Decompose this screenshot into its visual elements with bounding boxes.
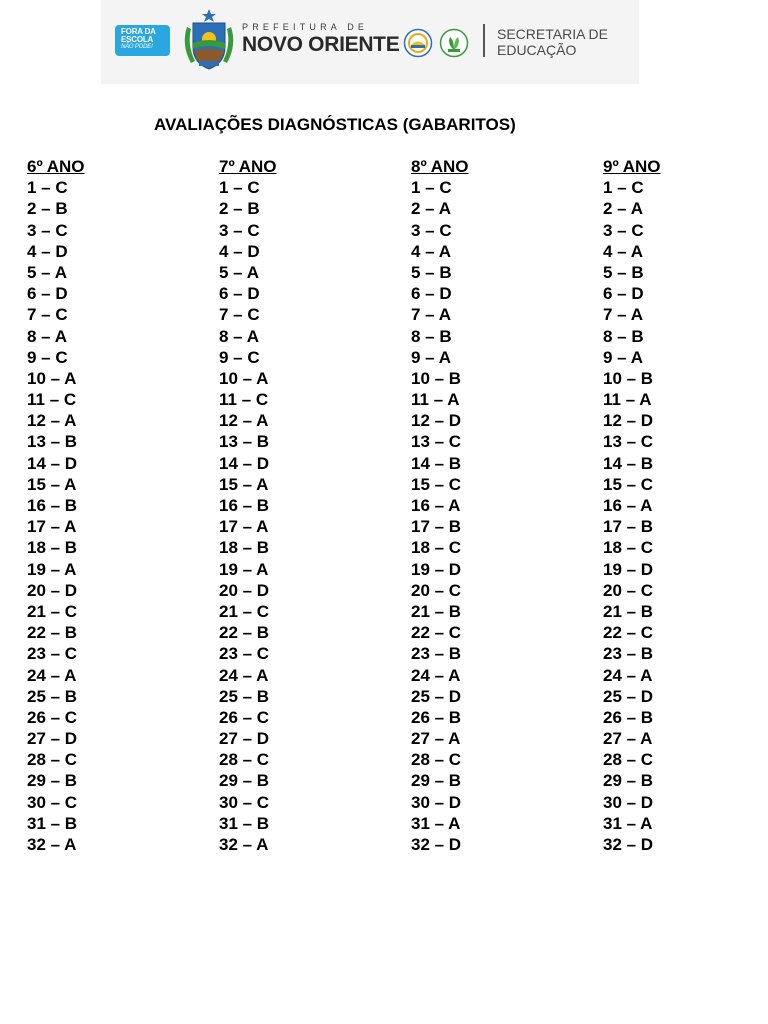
- answer-item: 16 – B: [219, 496, 270, 515]
- answer-item: 18 – B: [27, 538, 78, 558]
- fora-logo-line1: FORA DA: [121, 27, 156, 36]
- answer-item: 13 – C: [411, 432, 462, 452]
- answer-item: 32 – A: [27, 835, 77, 854]
- answer-item: 11 – C: [27, 390, 77, 410]
- answer-item: 5 – B: [411, 262, 452, 282]
- column-header: 8º ANO: [411, 157, 469, 176]
- answer-item: 20 – D: [27, 580, 78, 600]
- column-7-ano: [219, 156, 389, 855]
- answer-item: 20 – C: [603, 580, 654, 600]
- answer-key-columns: [27, 156, 747, 856]
- answer-item: 9 – A: [603, 347, 644, 367]
- answer-item: 16 – B: [27, 496, 78, 515]
- answer-item: 18 – C: [603, 538, 654, 558]
- answer-item: 14 – B: [603, 453, 654, 473]
- answer-item: 30 – D: [603, 792, 654, 812]
- answer-item: 19 – A: [27, 559, 77, 579]
- answer-item: 18 – C: [411, 538, 462, 558]
- answer-item: 25 – B: [27, 686, 78, 706]
- answer-item: 32 – D: [603, 835, 654, 854]
- answer-item: 2 – B: [27, 199, 68, 219]
- header-banner: [101, 0, 639, 84]
- answer-item: 22 – C: [603, 623, 654, 643]
- answer-item: 10 – A: [219, 368, 269, 388]
- header-divider: [483, 24, 485, 57]
- answer-item: 23 – B: [603, 644, 654, 664]
- answer-item: 1 – C: [27, 178, 68, 198]
- answer-item: 21 – C: [219, 601, 270, 621]
- answer-item: 11 – A: [411, 390, 460, 410]
- answer-item: 24 – A: [27, 665, 77, 685]
- city-name: NOVO ORIENTE: [242, 33, 400, 56]
- answer-item: 20 – C: [411, 580, 462, 600]
- answer-list: [27, 177, 197, 855]
- answer-item: 4 – A: [411, 241, 452, 261]
- answer-item: 1 – C: [219, 178, 260, 198]
- answer-list: [603, 177, 768, 855]
- prefeitura-label: PREFEITURA DE: [242, 22, 369, 32]
- answer-item: 18 – B: [219, 538, 270, 558]
- answer-item: 24 – A: [219, 665, 269, 685]
- answer-item: 17 – B: [603, 517, 654, 537]
- answer-item: 21 – B: [603, 601, 654, 621]
- answer-item: 29 – B: [603, 771, 654, 791]
- answer-item: 7 – A: [603, 305, 644, 325]
- city-crest-icon: [181, 9, 237, 71]
- fora-da-escola-logo: [115, 25, 170, 56]
- answer-item: 32 – D: [411, 835, 462, 854]
- answer-item: 28 – C: [411, 750, 462, 770]
- answer-item: 3 – C: [603, 220, 644, 240]
- answer-item: 8 – B: [411, 326, 452, 346]
- answer-item: 10 – B: [603, 368, 654, 388]
- answer-item: 19 – A: [219, 559, 269, 579]
- answer-item: 24 – A: [411, 665, 461, 685]
- answer-item: 28 – C: [603, 750, 654, 770]
- answer-item: 2 – A: [411, 199, 452, 219]
- answer-item: 12 – A: [27, 411, 77, 431]
- answer-list: [411, 177, 581, 855]
- answer-item: 25 – D: [603, 686, 654, 706]
- answer-item: 17 – A: [219, 517, 269, 537]
- answer-item: 31 – A: [603, 813, 653, 833]
- column-8-ano: [411, 156, 581, 855]
- answer-item: 9 – C: [27, 347, 68, 367]
- answer-item: 21 – C: [27, 601, 78, 621]
- answer-item: 6 – D: [411, 284, 452, 304]
- answer-item: 7 – C: [27, 305, 68, 325]
- answer-item: 17 – B: [411, 517, 462, 537]
- answer-item: 14 – B: [411, 453, 462, 473]
- answer-item: 31 – B: [219, 813, 270, 833]
- answer-item: 5 – B: [603, 262, 644, 282]
- answer-item: 22 – B: [27, 623, 78, 643]
- fora-logo-line2: ESCOLA: [121, 35, 154, 44]
- secretaria-line1: SECRETARIA DE: [497, 26, 608, 42]
- answer-item: 6 – D: [219, 284, 260, 304]
- secretaria-line2: EDUCAÇÃO: [497, 42, 577, 58]
- answer-item: 26 – C: [27, 707, 78, 727]
- answer-item: 26 – B: [603, 707, 654, 727]
- answer-item: 9 – C: [219, 347, 260, 367]
- answer-item: 2 – B: [219, 199, 260, 219]
- answer-item: 13 – C: [603, 432, 654, 452]
- answer-item: 3 – C: [411, 220, 452, 240]
- answer-item: 10 – B: [411, 368, 462, 388]
- document-title: AVALIAÇÕES DIAGNÓSTICAS (GABARITOS): [154, 115, 516, 134]
- column-header: 6º ANO: [27, 157, 85, 176]
- answer-item: 20 – D: [219, 580, 270, 600]
- leaf-seal-icon: [439, 28, 469, 58]
- answer-item: 15 – C: [411, 474, 462, 494]
- answer-item: 27 – D: [219, 729, 270, 749]
- answer-item: 25 – B: [219, 686, 270, 706]
- answer-item: 28 – C: [219, 750, 270, 770]
- column-header: 7º ANO: [219, 157, 277, 176]
- answer-item: 8 – A: [27, 326, 68, 346]
- answer-item: 23 – C: [219, 644, 270, 664]
- answer-item: 26 – B: [411, 707, 462, 727]
- answer-item: 26 – C: [219, 707, 270, 727]
- answer-item: 4 – D: [219, 241, 260, 261]
- answer-item: 9 – A: [411, 347, 452, 367]
- column-9-ano: [603, 156, 768, 855]
- answer-item: 2 – A: [603, 199, 644, 219]
- answer-item: 7 – C: [219, 305, 260, 325]
- answer-item: 3 – C: [219, 220, 260, 240]
- answer-item: 4 – A: [603, 241, 644, 261]
- answer-item: 17 – A: [27, 517, 77, 537]
- sun-seal-icon: [403, 28, 433, 58]
- answer-item: 29 – B: [219, 771, 270, 791]
- answer-item: 1 – C: [411, 178, 452, 198]
- answer-item: 12 – D: [603, 411, 654, 431]
- answer-item: 8 – A: [219, 326, 260, 346]
- answer-item: 23 – B: [411, 644, 462, 664]
- answer-item: 11 – A: [603, 390, 652, 410]
- answer-item: 19 – D: [603, 559, 654, 579]
- column-6-ano: [27, 156, 197, 855]
- answer-item: 29 – B: [27, 771, 78, 791]
- answer-item: 16 – A: [411, 496, 461, 515]
- answer-list: [219, 177, 389, 855]
- answer-item: 11 – C: [219, 390, 269, 410]
- answer-item: 21 – B: [411, 601, 462, 621]
- answer-item: 5 – A: [27, 262, 68, 282]
- answer-item: 4 – D: [27, 241, 68, 261]
- answer-item: 15 – A: [27, 474, 77, 494]
- answer-item: 29 – B: [411, 771, 462, 791]
- answer-item: 13 – B: [219, 432, 270, 452]
- answer-item: 6 – D: [603, 284, 644, 304]
- answer-item: 32 – A: [219, 835, 269, 854]
- answer-item: 12 – D: [411, 411, 462, 431]
- answer-item: 30 – C: [219, 792, 270, 812]
- answer-item: 27 – A: [411, 729, 461, 749]
- answer-item: 15 – C: [603, 474, 654, 494]
- answer-item: 23 – C: [27, 644, 78, 664]
- answer-item: 30 – C: [27, 792, 78, 812]
- answer-item: 22 – B: [219, 623, 270, 643]
- answer-item: 13 – B: [27, 432, 78, 452]
- answer-item: 15 – A: [219, 474, 269, 494]
- fora-logo-line3: NÃO PODE!: [121, 44, 153, 50]
- answer-item: 5 – A: [219, 262, 260, 282]
- answer-item: 25 – D: [411, 686, 462, 706]
- answer-item: 19 – D: [411, 559, 462, 579]
- secretaria-label: [497, 26, 608, 58]
- answer-item: 31 – A: [411, 813, 461, 833]
- answer-item: 22 – C: [411, 623, 462, 643]
- answer-item: 10 – A: [27, 368, 77, 388]
- answer-item: 14 – D: [27, 453, 78, 473]
- column-header: 9º ANO: [603, 157, 661, 176]
- answer-item: 27 – D: [27, 729, 78, 749]
- answer-item: 7 – A: [411, 305, 452, 325]
- answer-item: 27 – A: [603, 729, 653, 749]
- answer-item: 12 – A: [219, 411, 269, 431]
- answer-item: 3 – C: [27, 220, 68, 240]
- answer-item: 28 – C: [27, 750, 78, 770]
- answer-item: 8 – B: [603, 326, 644, 346]
- answer-item: 6 – D: [27, 284, 68, 304]
- answer-item: 30 – D: [411, 792, 462, 812]
- answer-item: 31 – B: [27, 813, 78, 833]
- answer-item: 16 – A: [603, 496, 653, 515]
- answer-item: 14 – D: [219, 453, 270, 473]
- answer-item: 24 – A: [603, 665, 653, 685]
- answer-item: 1 – C: [603, 178, 644, 198]
